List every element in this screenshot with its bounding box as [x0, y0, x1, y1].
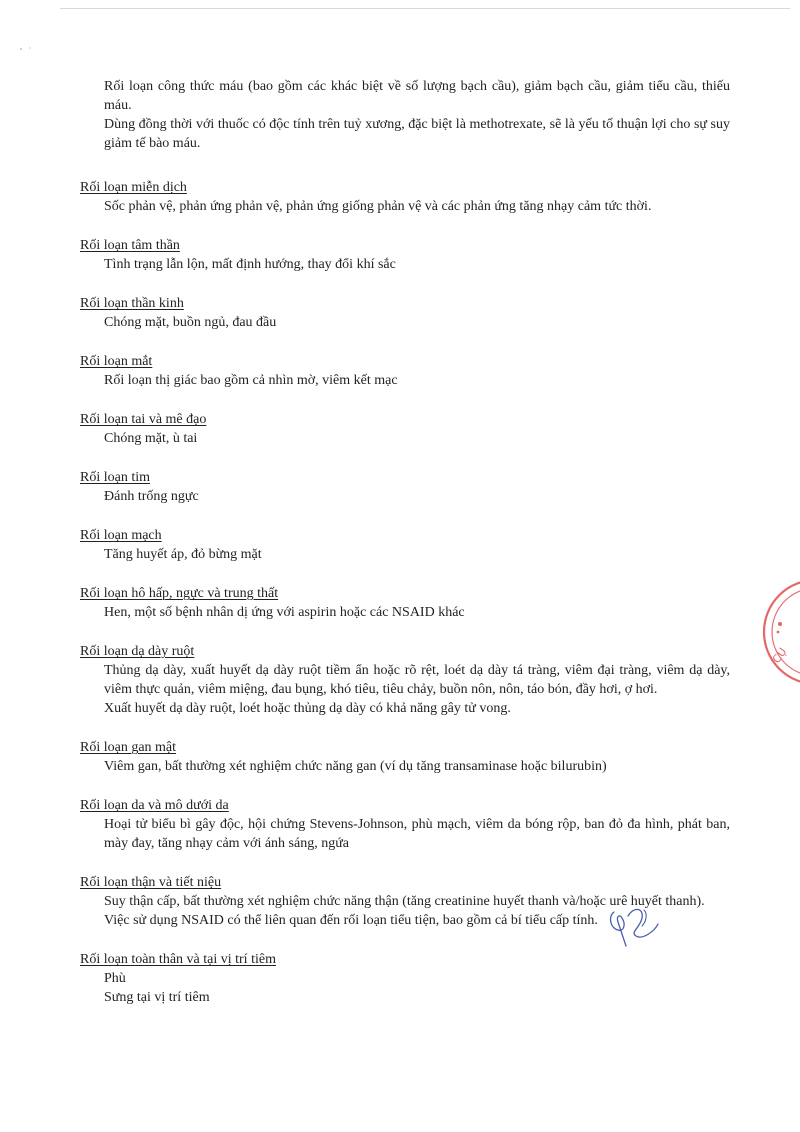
section-eye-disorders — [80, 352, 730, 390]
section-psychiatric-disorders — [80, 236, 730, 274]
paragraph: Chóng mặt, ù tai — [104, 431, 198, 446]
scan-edge-line — [60, 8, 790, 9]
paragraph: Tăng huyết áp, đỏ bừng mặt — [104, 547, 262, 562]
handwritten-signature-icon — [600, 902, 670, 952]
paragraph: Xuất huyết dạ dày ruột, loét hoặc thủng dạ dày có khả năng gây tử vong. — [104, 701, 511, 716]
section-respiratory-disorders — [80, 584, 730, 622]
adverse-effects-list — [80, 77, 730, 1007]
paragraph: Hoại tử biểu bì gây độc, hội chứng Stevens-Johnson, phù mạch, viêm da bóng rộp, ban đỏ đa hình, phát ban, mày đay, tăng nhạy cảm với ánh sáng, ngứa — [104, 817, 730, 851]
paragraph: Đánh trống ngực — [104, 489, 199, 504]
paragraph: Thủng dạ dày, xuất huyết dạ dày ruột tiềm ẩn hoặc rõ rệt, loét dạ dày tá tràng, viêm đại tràng, viêm dạ dày, viêm thực quản, viêm miệng, đau bụng, khó tiêu, tiêu chảy, buồn nôn, nôn, táo bón, đầy hơi, ợ hơi. — [104, 663, 730, 697]
section-ear-disorders — [80, 410, 730, 448]
paragraph: Suy thận cấp, bất thường xét nghiệm chức năng thận (tăng creatinine huyết thanh và/hoặc urê huyết thanh). — [104, 894, 705, 909]
section-cardiac-disorders — [80, 468, 730, 506]
section-heading: Rối loạn gan mật — [80, 740, 177, 755]
section-general-disorders — [80, 950, 730, 1007]
stamp-fragment-text: CỤ — [769, 645, 790, 666]
paragraph: Dùng đồng thời với thuốc có độc tính trên tuỷ xương, đặc biệt là methotrexate, sẽ là yếu tố thuận lợi cho sự suy giảm tế bào máu. — [104, 117, 730, 151]
section-heading: Rối loạn dạ dày ruột — [80, 644, 195, 659]
section-blood-disorders — [80, 77, 730, 153]
section-gastrointestinal-disorders — [80, 642, 730, 718]
section-skin-disorders — [80, 796, 730, 853]
section-heading: Rối loạn da và mô dưới da — [80, 798, 229, 813]
section-nervous-disorders — [80, 294, 730, 332]
section-heading: Rối loạn thần kinh — [80, 296, 184, 311]
scan-speck — [18, 46, 38, 52]
section-immune-disorders — [80, 178, 730, 216]
section-heading: Rối loạn hô hấp, ngực và trung thất — [80, 586, 279, 601]
section-heading: Rối loạn mắt — [80, 354, 153, 369]
section-vascular-disorders — [80, 526, 730, 564]
paragraph: Rối loạn công thức máu (bao gồm các khác biệt về số lượng bạch cầu), giảm bạch cầu, giảm tiểu cầu, thiếu máu. — [104, 79, 730, 113]
section-heading: Rối loạn thận và tiết niệu — [80, 875, 222, 890]
section-heading: Rối loạn tai và mê đạo — [80, 412, 207, 427]
paragraph: Phù — [104, 971, 126, 986]
paragraph: Tình trạng lẫn lộn, mất định hướng, thay đổi khí sắc — [104, 257, 396, 272]
paragraph: Sưng tại vị trí tiêm — [104, 990, 210, 1005]
paragraph: Viêm gan, bất thường xét nghiệm chức năng gan (ví dụ tăng transaminase hoặc bilurubin) — [104, 759, 607, 774]
section-hepatobiliary-disorders — [80, 738, 730, 776]
section-heading: Rối loạn tim — [80, 470, 150, 485]
section-heading: Rối loạn miễn dịch — [80, 180, 187, 195]
official-stamp-icon — [756, 572, 800, 692]
section-heading: Rối loạn tâm thần — [80, 238, 180, 253]
paragraph: Hen, một số bệnh nhân dị ứng với aspirin hoặc các NSAID khác — [104, 605, 465, 620]
paragraph: Rối loạn thị giác bao gồm cả nhìn mờ, viêm kết mạc — [104, 373, 398, 388]
paragraph: Chóng mặt, buồn ngủ, đau đầu — [104, 315, 277, 330]
section-heading: Rối loạn toàn thân và tại vị trí tiêm — [80, 952, 276, 967]
paragraph: Sốc phản vệ, phản ứng phản vệ, phản ứng giống phản vệ và các phản ứng tăng nhạy cảm tức thời. — [104, 199, 652, 214]
paragraph: Việc sử dụng NSAID có thể liên quan đến rối loạn tiểu tiện, bao gồm cả bí tiểu cấp tính. — [104, 913, 598, 928]
section-heading: Rối loạn mạch — [80, 528, 162, 543]
